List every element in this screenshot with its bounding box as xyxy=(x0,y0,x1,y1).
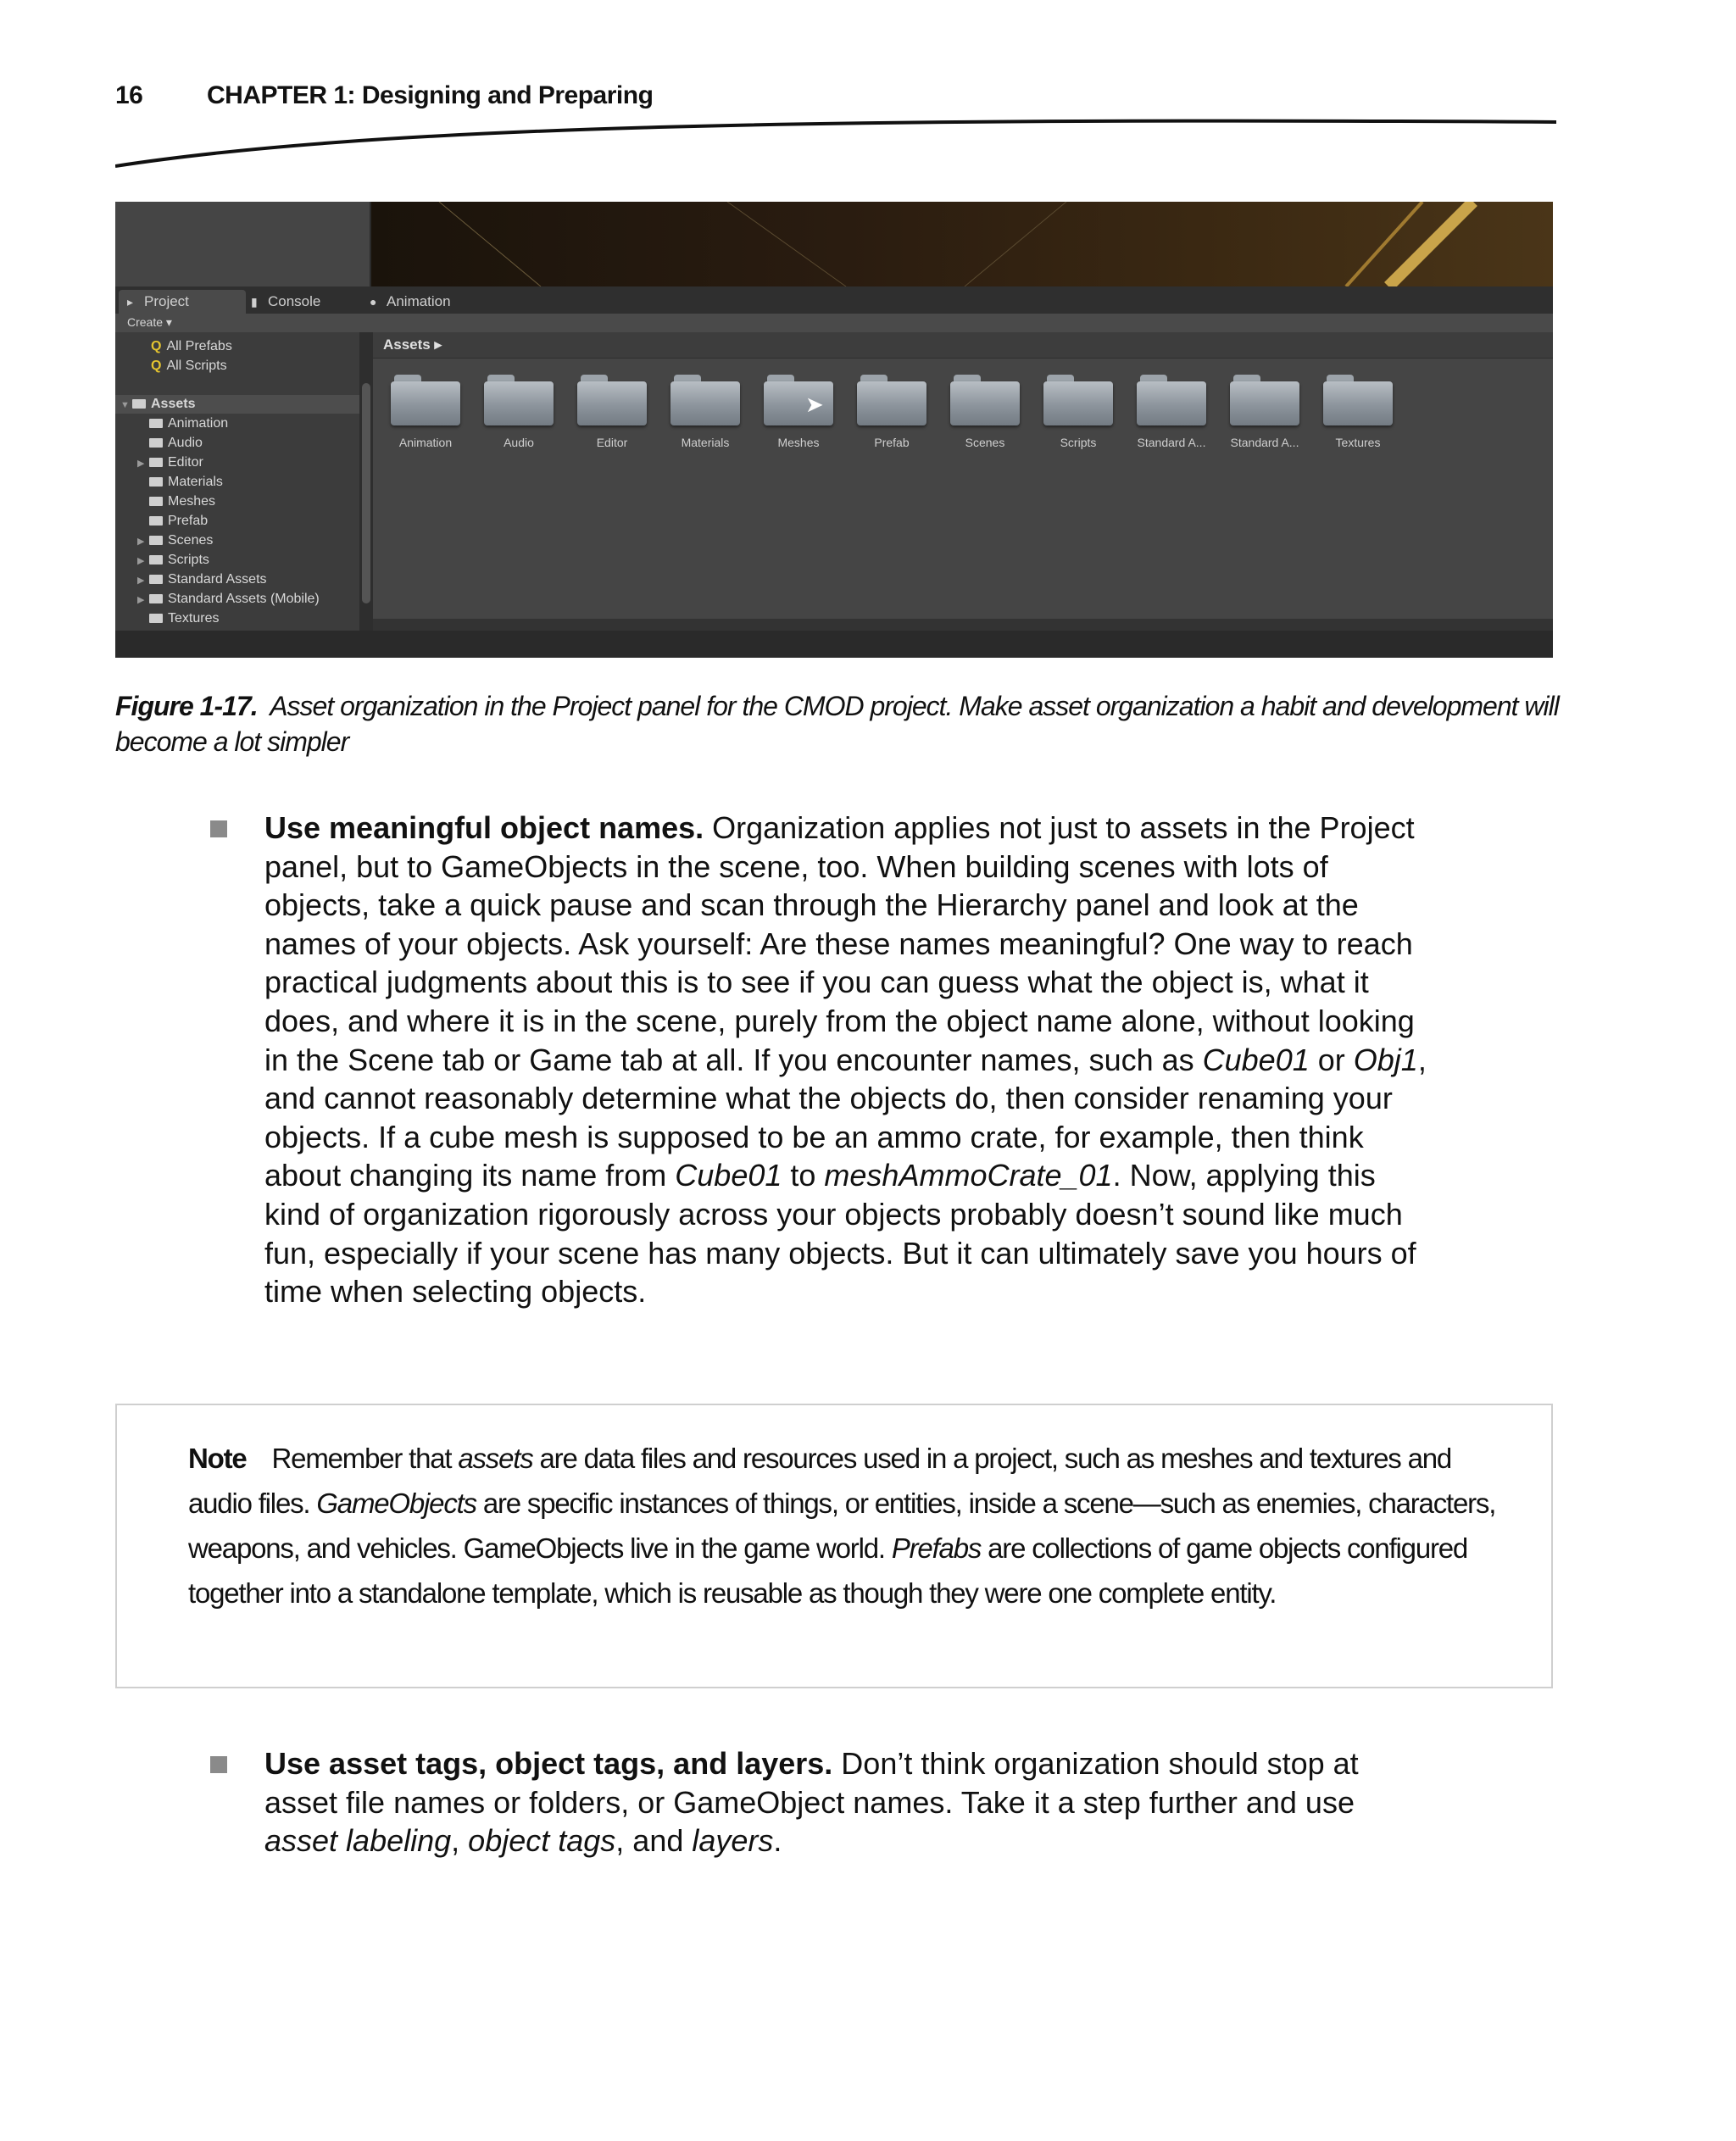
tree-item-prefab[interactable]: Prefab xyxy=(137,514,208,529)
folder-icon xyxy=(149,477,163,487)
tree-scroll-thumb[interactable] xyxy=(362,383,370,603)
note-label: Note xyxy=(188,1443,247,1474)
folder-icon xyxy=(149,497,163,506)
tree-item-scripts[interactable]: ▶ Scripts xyxy=(137,553,209,567)
search-icon: Q xyxy=(151,359,162,373)
favorite-all-scripts[interactable]: Q All Scripts xyxy=(151,359,227,373)
running-header xyxy=(115,81,653,110)
bullet-tags-layers: Use asset tags, object tags, and layers. Don’t think organization should stop at asset file names or folders, or GameObject names. Take it a step further and use asset labeling, object tags, and layers. xyxy=(264,1744,1434,1860)
note-box xyxy=(115,1404,1553,1688)
project-toolbar xyxy=(115,314,1553,333)
folder-icon xyxy=(950,375,1020,425)
tab-project[interactable]: ▸ Project xyxy=(119,290,246,314)
folder-meshes[interactable]: Meshes xyxy=(756,375,841,449)
tree-scrollbar[interactable] xyxy=(359,332,373,631)
folder-standard-assets[interactable]: Standard A... xyxy=(1129,375,1214,449)
tab-animation[interactable]: ● Animation xyxy=(361,290,459,314)
search-icon: Q xyxy=(151,339,162,353)
tree-item-audio[interactable]: Audio xyxy=(137,436,203,451)
folder-prefab[interactable]: Prefab xyxy=(849,375,934,449)
expand-arrow-icon: ▶ xyxy=(137,459,145,469)
panel-bottom-bar xyxy=(115,631,1553,658)
breadcrumb-assets[interactable]: Assets ▸ xyxy=(383,336,442,353)
console-icon: ▮ xyxy=(251,295,258,309)
expand-arrow-icon: ▶ xyxy=(137,556,145,566)
folder-icon xyxy=(1137,375,1206,425)
header-swoosh-rule xyxy=(115,110,1556,170)
tree-item-standard-assets[interactable]: ▶ Standard Assets xyxy=(137,572,267,587)
folder-icon xyxy=(149,419,163,428)
favorite-all-prefabs[interactable]: Q All Prefabs xyxy=(151,339,232,353)
tree-item-editor[interactable]: ▶ Editor xyxy=(137,455,203,470)
folder-icon xyxy=(1230,375,1299,425)
scene-lines xyxy=(371,202,1553,286)
tree-item-materials[interactable]: Materials xyxy=(137,475,223,490)
folder-icon xyxy=(1323,375,1393,425)
figure-label: Figure 1-17. xyxy=(115,691,258,721)
folder-tab-icon: ▸ xyxy=(127,295,134,309)
animation-icon: ● xyxy=(370,295,377,309)
folder-icon xyxy=(149,594,163,603)
mouse-cursor-icon: ➤ xyxy=(805,392,824,417)
panel-tab-bar xyxy=(115,286,1553,314)
chapter-title: CHAPTER 1: Designing and Preparing xyxy=(207,81,654,109)
folder-icon xyxy=(149,438,163,448)
folder-materials[interactable]: Materials xyxy=(663,375,748,449)
folder-animation[interactable]: Animation xyxy=(383,375,468,449)
tab-console[interactable]: ▮ Console xyxy=(242,290,329,314)
project-tree-pane xyxy=(115,332,359,631)
folder-scenes[interactable]: Scenes xyxy=(943,375,1027,449)
breadcrumb xyxy=(373,332,1553,359)
folder-textures[interactable]: Textures xyxy=(1316,375,1400,449)
bullet-meaningful-names: Use meaningful object names. Organization applies not just to assets in the Project panel, but to GameObjects in the scene, too. When building scenes with lots of objects, take a quick pause and scan through the Hierarchy panel and look at the names of your objects. Ask yourself: Are these names meaningful? One way to reach practical judgments about this is to see if you can guess what the object is, what it does, and where it is in the scene, purely from the object name alone, without looking in the Scene tab or Game tab at all. If you encounter names, such as Cube01 or Obj1, and cannot reasonably determine what the objects do, then consider renaming your objects. If a cube mesh is supposed to be an ammo crate, for example, then think about changing its name from Cube01 to meshAmmoCrate_01. Now, applying this kind of organization rigorously across your objects probably doesn’t sound like much fun, especially if your scene has many objects. But it can ultimately save you hours of time when selecting objects. xyxy=(264,809,1434,1311)
figure-caption xyxy=(115,688,1573,759)
folder-icon xyxy=(670,375,740,425)
expand-arrow-icon: ▶ xyxy=(137,537,145,547)
folder-icon xyxy=(149,575,163,584)
folder-icon xyxy=(149,555,163,564)
folder-icon xyxy=(149,614,163,623)
bullet-lead: Use meaningful object names. xyxy=(264,810,704,845)
grid-horizontal-scrollbar[interactable] xyxy=(373,619,1553,631)
folder-standard-assets-mobile[interactable]: Standard A... xyxy=(1222,375,1307,449)
expand-arrow-icon: ▼ xyxy=(120,400,130,410)
bullet-square-icon xyxy=(210,820,227,837)
page-number: 16 xyxy=(115,81,143,109)
tree-item-meshes[interactable]: Meshes xyxy=(137,494,215,509)
expand-arrow-icon: ▶ xyxy=(137,576,145,586)
create-dropdown[interactable]: Create ▾ xyxy=(127,315,172,329)
folder-icon xyxy=(132,399,146,409)
folder-icon xyxy=(1043,375,1113,425)
folder-icon xyxy=(391,375,460,425)
folder-scripts[interactable]: Scripts xyxy=(1036,375,1121,449)
folder-icon xyxy=(857,375,926,425)
tree-item-animation[interactable]: Animation xyxy=(137,416,228,431)
assets-grid-pane xyxy=(373,332,1553,631)
tree-item-textures[interactable]: Textures xyxy=(137,611,219,626)
folder-icon xyxy=(577,375,647,425)
tree-assets-root[interactable]: ▼ Assets xyxy=(120,397,196,411)
note-text: Note Remember that assets are data files and resources used in a project, such as meshes and textures and audio files. GameObjects are specific instances of things, or entities, inside a scene—such as enemies, characters, weapons, and vehicles. GameObjects live in the game world. Prefabs are collections of game objects configured together into a standalone template, which is reusable as though they were one complete entity. xyxy=(188,1443,1496,1609)
expand-arrow-icon: ▶ xyxy=(137,595,145,605)
bullet-square-icon xyxy=(210,1756,227,1773)
folder-icon xyxy=(149,458,163,467)
tree-item-standard-assets-mobile[interactable]: ▶ Standard Assets (Mobile) xyxy=(137,592,320,606)
folder-editor[interactable]: Editor xyxy=(570,375,654,449)
folder-audio[interactable]: Audio xyxy=(476,375,561,449)
caption-text: Asset organization in the Project panel for the CMOD project. Make asset organization a habit and development will become a lot simpler xyxy=(115,691,1559,757)
scene-view-area xyxy=(371,202,1553,286)
bullet-lead: Use asset tags, object tags, and layers. xyxy=(264,1746,833,1781)
folder-icon xyxy=(149,516,163,526)
folder-icon xyxy=(484,375,554,425)
tree-item-scenes[interactable]: ▶ Scenes xyxy=(137,533,214,548)
hierarchy-panel-area xyxy=(115,202,371,286)
folder-icon xyxy=(149,536,163,545)
figure-screenshot xyxy=(115,202,1553,658)
